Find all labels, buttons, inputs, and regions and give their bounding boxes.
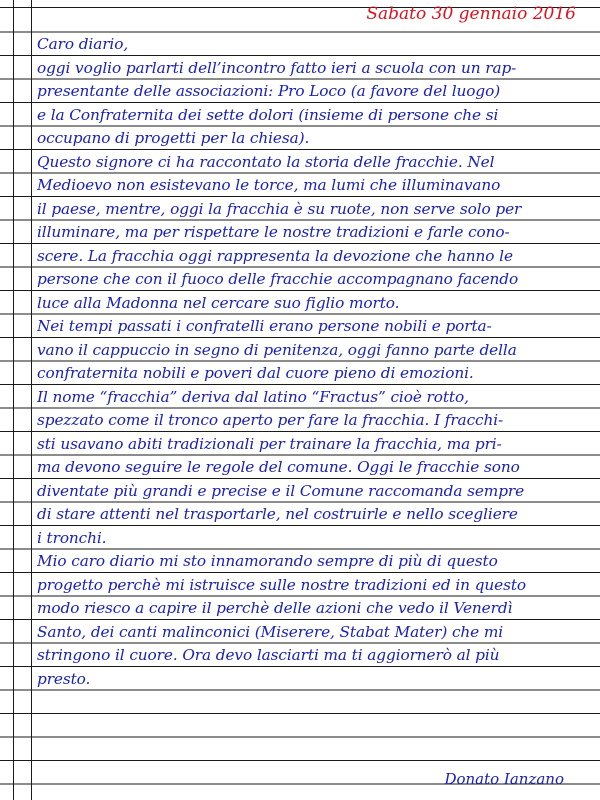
letter-line: presto. [37,669,91,688]
letter-line: persone che con il fuoco delle fracchie accompagnano facendo [37,270,519,288]
letter-line: occupano di progetti per la chiesa). [37,129,310,147]
letter-line: modo riesco a capire il perchè delle azioni che vedo il Venerdì [37,599,513,617]
letter-line: spezzato come il tronco aperto per fare la fracchia. I fracchi- [37,411,504,429]
letter-line: luce alla Madonna nel cercare suo figlio morto. [37,293,400,312]
letter-line: diventate più grandi e precise e il Comune raccomanda sempre [37,481,525,500]
letter-line: progetto perchè mi istruisce sulle nostre tradizioni ed in questo [37,575,526,594]
letter-line: vano il cappuccio in segno di penitenza, oggi fanno parte della [37,340,517,359]
author-signature: Donato Ianzano [444,770,564,788]
letter-line: di stare attenti nel trasportarle, nel costruirle e nello scegliere [37,505,518,523]
letter-line: Caro diario, [37,35,129,53]
letter-line: i tronchi. [37,528,107,547]
letter-line: ma devono seguire le regole del comune. Oggi le fracchie sono [37,458,520,476]
letter-line: stringono il cuore. Ora devo lasciarti ma ti aggiornerò al più [37,646,500,664]
letter-line: Medioevo non esistevano le torce, ma lumi che illuminavano [37,176,501,194]
letter-line: Mio caro diario mi sto innamorando sempre di più di questo [37,552,498,570]
margin-line-inner [31,0,32,800]
letter-line: presentante delle associazioni: Pro Loco (a favore del luogo) [37,82,501,100]
letter-line: e la Confraternita dei sette dolori (insieme di persone che si [37,105,499,124]
margin-line-outer [13,0,14,800]
letter-date: Sabato 30 gennaio 2016 [366,4,576,24]
letter-line: Nei tempi passati i confratelli erano persone nobili e porta- [37,317,492,335]
diary-letter-body [37,33,585,691]
letter-line: confraternita nobili e poveri dal cuore pieno di emozioni. [37,364,474,382]
letter-line: il paese, mentre, oggi la fracchia è su ruote, non serve solo per [37,199,522,218]
letter-line: illuminare, ma per rispettare le nostre tradizioni e farle cono- [37,223,510,241]
letter-line: Il nome “fracchia” deriva dal latino “Fractus” cioè rotto, [37,387,469,406]
letter-line: Questo signore ci ha raccontato la storia delle fracchie. Nel [37,152,495,171]
letter-line: Santo, dei canti malinconici (Miserere, Stabat Mater) che mi [37,622,504,641]
letter-line: oggi voglio parlarti dell’incontro fatto ieri a scuola con un rap- [37,58,517,77]
letter-line: sti usavano abiti tradizionali per trainare la fracchia, ma pri- [37,434,502,453]
letter-line: scere. La fracchia oggi rappresenta la devozione che hanno le [37,246,513,265]
